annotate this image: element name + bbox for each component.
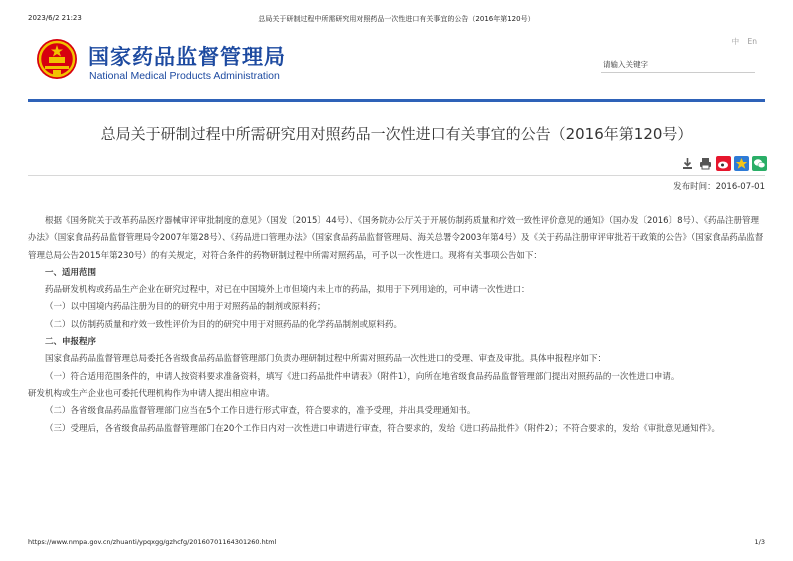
download-icon[interactable] [680, 156, 695, 171]
print-footer [28, 538, 765, 548]
title-divider [28, 175, 765, 176]
article-tools [680, 154, 767, 172]
site-header [28, 36, 765, 94]
paragraph-intro: 根据《国务院关于改革药品医疗器械审评审批制度的意见》（国发〔2015〕44号）、《国务院办公厅关于开展仿制药质量和疗效一致性评价意见的通知》（国办发〔2016〕8号）、《药品注册管理办法》（国家食品药品监督管理局令2007年第28号）、《药品进口管理办法》（国家食品药品监督管理局、海关总署令2003年第4号）及《关于药品注册审评审批若干政策的公告》（国家食品药品监督管理总局公告2015年第230号）的有关规定，对符合条件的药物研制过程中所需对照药品，可予以一次性进口。现将有关事项公告如下： [28, 216, 764, 261]
print-datetime: 2023/6/2 21:23 [28, 14, 82, 22]
wechat-icon[interactable] [752, 156, 767, 171]
paragraph-scope-item-1: （一）以中国境内药品注册为目的的研究中用于对照药品的制剂或原料药； [45, 302, 326, 313]
article-title: 总局关于研制过程中所需研究用对照药品一次性进口有关事宜的公告（2016年第120号） [100, 125, 693, 143]
site-name-english[interactable]: National Medical Products Administration [89, 70, 280, 82]
header-divider-bar [28, 99, 765, 102]
article-body [28, 213, 765, 438]
publish-date: 发布时间：2016-07-01 [673, 182, 765, 192]
print-url: https://www.nmpa.gov.cn/zhuanti/ypqxgg/gzhcfg/20160701164301260.html [28, 538, 277, 546]
section-heading-scope: 一、适用范围 [45, 267, 97, 278]
paragraph-scope-item-2: （二）以仿制药质量和疗效一致性评价为目的的研究中用于对照药品的化学药品制剂或原料药。 [45, 319, 403, 330]
language-switch [726, 36, 757, 47]
paragraph-procedure-item-3: （三）受理后，各省级食品药品监督管理部门在20个工作日内对一次性进口申请进行审查，符合要求的，发给《进口药品批件》（附件2）；不符合要求的，发给《审批意见通知件》。 [45, 423, 720, 434]
page-number: 1/3 [754, 538, 765, 546]
site-name-chinese[interactable]: 国家药品监督管理局 [88, 45, 286, 69]
paragraph-agent: 研发机构或生产企业也可委托代理机构作为申请人提出相应申请。 [28, 388, 275, 399]
favorite-icon[interactable] [734, 156, 749, 171]
print-header [28, 14, 765, 26]
section-heading-procedure: 二、申报程序 [45, 337, 97, 348]
paragraph-procedure: 国家食品药品监督管理总局委托各省级食品药品监督管理部门负责办理研制过程中所需对照药品一次性进口的受理、审查及审批。具体申报程序如下： [45, 354, 607, 365]
paragraph-procedure-item-2: （二）各省级食品药品监督管理部门应当在5个工作日进行形式审查，符合要求的，准予受理，并出具受理通知书。 [45, 406, 476, 417]
paragraph-procedure-item-1: （一）符合适用范围条件的，申请人按资料要求准备资料，填写《进口药品批件申请表》（附件1），向所在地省级食品药品监督管理部门提出对照药品的一次性进口申请。 [45, 371, 680, 382]
lang-chinese-link[interactable]: 中 [731, 37, 740, 46]
print-title: 总局关于研制过程中所需研究用对照药品一次性进口有关事宜的公告（2016年第120号） [258, 15, 535, 23]
national-emblem-icon[interactable] [36, 38, 78, 80]
search-input[interactable] [601, 56, 755, 73]
weibo-icon[interactable] [716, 156, 731, 171]
paragraph-scope: 药品研发机构或药品生产企业在研究过程中，对已在中国境外上市但境内未上市的药品，拟用于下列用途的，可申请一次性进口： [45, 285, 530, 296]
print-icon[interactable] [698, 156, 713, 171]
lang-english-link[interactable]: En [747, 37, 757, 46]
